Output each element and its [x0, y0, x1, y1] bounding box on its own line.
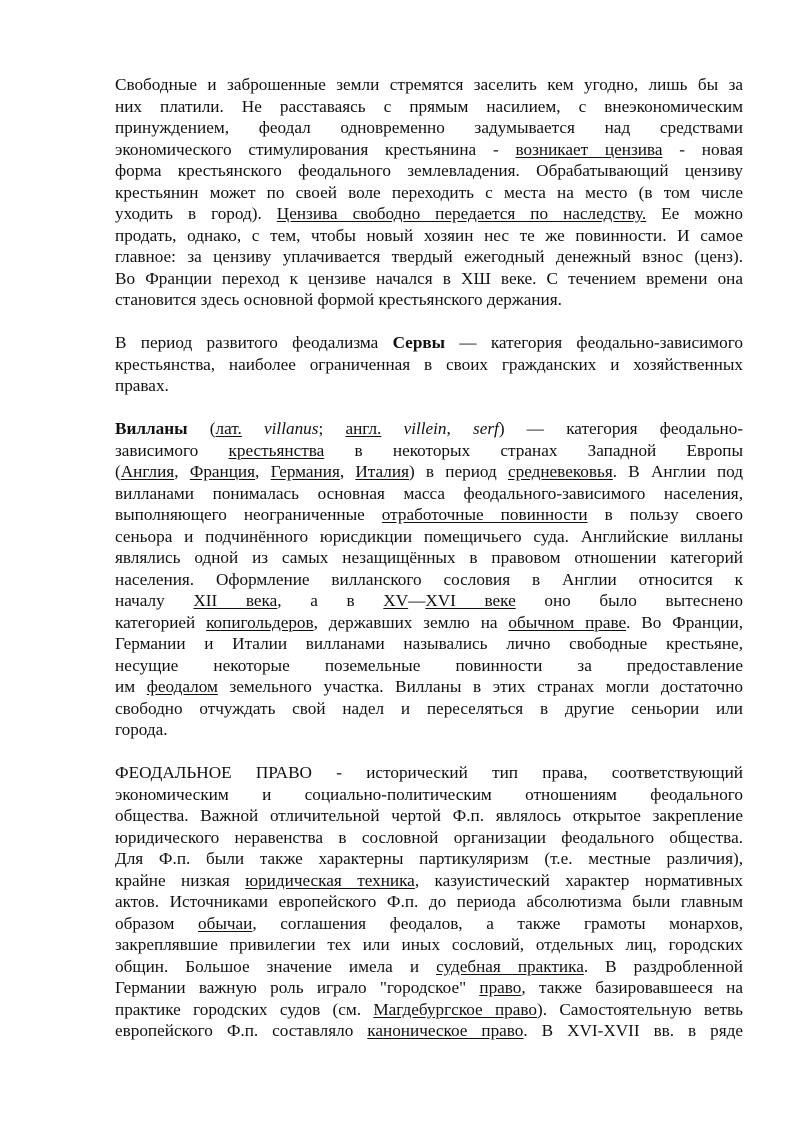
text-line [115, 203, 743, 225]
text-segment: образом [115, 913, 175, 933]
text-segment: . В XVI-XVII вв. в ряде [523, 1021, 743, 1040]
text-line: актов. Источниками европейского Ф.п. до периода абсолютизма были главным [115, 892, 743, 911]
text-line [115, 1020, 743, 1042]
link-copyholders[interactable]: копигольдеров [206, 612, 314, 632]
text-segment: . Во Франции, [626, 612, 743, 632]
text-line [115, 999, 743, 1021]
text-segment: категория [566, 419, 638, 438]
paren: ) [498, 419, 505, 438]
comma: , [174, 462, 179, 481]
text-line [115, 590, 743, 612]
text-segment: ). Самостоятельную ветвь [537, 999, 743, 1019]
text-line: правах. [115, 376, 169, 395]
latin-word: villanus [264, 419, 319, 438]
text-line: Для Ф.п. были также характерны партикуляризм (т.е. местные различия), [115, 849, 743, 868]
text-segment: ) в период [408, 462, 497, 481]
text-segment: оно было вытеснено [544, 591, 743, 610]
text-segment: выполняющего неограниченные [115, 505, 365, 524]
link-common-law[interactable]: обычном праве [508, 612, 627, 632]
link-peasantry[interactable]: крестьянства [228, 440, 325, 460]
text-line: Во Франции переход к цензиве начался в ХШ веке. С течением времени она [115, 268, 743, 288]
dash: — [408, 591, 426, 610]
link-xii-century[interactable]: XII века [193, 591, 278, 610]
text-line: сеньора и подчинённого юрисдикции помещичьего суда. Английские вилланы [115, 526, 743, 546]
paren: ( [115, 462, 121, 481]
link-judicial-practice[interactable]: судебная практика [436, 956, 584, 976]
link-canon-law[interactable]: каноническое право [367, 1021, 524, 1040]
text-line [115, 612, 743, 634]
text-segment: зависимого [115, 440, 199, 460]
comma: , [339, 462, 345, 481]
text-segment: уходить в город). [115, 204, 262, 223]
text-segment: им [115, 677, 136, 696]
text-segment: Европы [686, 440, 743, 460]
text-segment: началу [115, 591, 165, 610]
text-line: экономическим и социально-политическим отношениям феодального [115, 784, 743, 804]
text-line: главное: за цензиву уплачивается твердый ежегодный денежный взнос (ценз). [115, 247, 743, 266]
term-serfs: Сервы [392, 333, 446, 352]
paren: ( [209, 419, 216, 438]
text-line: форма крестьянского феодального землевладения. Обрабатывающий цензиву [115, 161, 743, 180]
text-segment: , также базировавшееся на [521, 978, 743, 997]
text-line: несущие некоторые поземельные повинности за предоставление [115, 655, 743, 675]
underlined-phrase: Цензива свободно передается по наследству. [276, 204, 647, 223]
text-segment: , казуистический характер нормативных [414, 870, 743, 890]
text-line: крестьянин может по своей воле переходить с места на место (в том числе [115, 182, 743, 202]
text-segment: . В Англии под [612, 462, 743, 481]
text-line: Свободные и заброшенные земли стремятся заселить кем угодно, лишь бы за [115, 75, 743, 94]
text-line [115, 676, 743, 698]
text-line: Германии и Италии вилланами назывались лично свободные крестьяне, [115, 634, 743, 653]
link-feudal-lord[interactable]: феодалом [146, 677, 218, 696]
paragraph-villeins [115, 418, 743, 741]
link-xvi-century[interactable]: XVI веке [425, 591, 516, 610]
text-line: закреплявшие привилегии тех или иных сословий, отдельных лиц, городских [115, 935, 743, 954]
text-segment: в [354, 440, 363, 460]
text-line [115, 139, 743, 161]
comma: , [446, 419, 451, 438]
text-segment: земельного участка. Вилланы в этих странах могли достаточно [229, 677, 743, 696]
text-segment: , соглашения феодалов, а также грамоты монархов, [252, 913, 743, 933]
text-segment: практике городских судов (см. [115, 999, 362, 1019]
text-segment: В период развитого феодализма [115, 333, 379, 352]
text-line: них платили. Не расставаясь с прямым насилием, с внеэкономическим [115, 96, 743, 116]
underlined-phrase: возникает цензива [515, 139, 663, 159]
text-segment: категорией [115, 612, 196, 632]
comma: , [255, 462, 260, 481]
text-line: вилланами понималась основная масса феодального-зависимого населения, [115, 483, 743, 503]
dash: — [526, 419, 544, 438]
link-xv[interactable]: XV [383, 591, 409, 610]
text-segment: , державших землю на [313, 612, 498, 632]
text-line [115, 977, 743, 999]
link-france[interactable]: Франция [189, 462, 256, 481]
text-segment: — категория феодально-зависимого [459, 333, 743, 352]
text-segment: Западной [587, 440, 657, 460]
text-segment: Германии важную роль играло "городское" [115, 978, 467, 997]
term-villeins: Вилланы [115, 419, 188, 438]
text-line: юридического неравенства в сословной организации феодального общества. [115, 827, 743, 847]
link-england[interactable]: Англия [120, 462, 175, 481]
text-line [115, 332, 743, 354]
text-segment: . В раздробленной [583, 956, 743, 976]
text-line [115, 461, 743, 483]
paragraph-feudal-law [115, 762, 743, 1042]
text-line: крестьянства, наиболее ограниченная в своих гражданских и хозяйственных [115, 354, 743, 374]
text-segment: , а в [277, 591, 355, 610]
link-labor-duties[interactable]: отработочные повинности [381, 505, 588, 524]
english-word: villein [403, 419, 447, 438]
text-line: являлись одной из самых незащищённых в правовом отношении категорий [115, 548, 743, 567]
text-line [115, 913, 743, 935]
semicolon: ; [318, 419, 324, 438]
link-customs[interactable]: обычаи [198, 913, 253, 933]
text-segment: - новая [679, 139, 743, 159]
text-line [115, 504, 743, 526]
text-line: принуждением, феодал одновременно задумывается над средствами [115, 118, 743, 137]
text-line: города. [115, 720, 168, 739]
text-line [115, 870, 743, 892]
text-segment: общин. Большое значение имела и [115, 956, 420, 976]
text-line: общества. Важной отличительной чертой Ф.п. являлось открытое закрепление [115, 806, 743, 825]
link-magdeburg-law[interactable]: Магдебургское право [373, 999, 537, 1019]
text-line [115, 418, 743, 440]
link-lat[interactable]: лат. [215, 419, 242, 438]
text-line [115, 956, 743, 978]
link-middle-ages[interactable]: средневековья [507, 462, 613, 481]
english-word: serf [473, 419, 499, 438]
text-line: ФЕОДАЛЬНОЕ ПРАВО - исторический тип права, соответствующий [115, 763, 743, 782]
text-segment: европейского Ф.п. составляло [115, 1021, 354, 1040]
text-segment: крайне низкая [115, 870, 230, 890]
text-line: свободно отчуждать свой надел и переселяться в другие сеньории или [115, 698, 743, 718]
text-segment: феодально- [659, 419, 743, 438]
text-line: населения. Оформление вилланского сословия в Англии относится к [115, 569, 743, 589]
text-line: продать, однако, с тем, чтобы новый хозяин нес те же повинности. И самое [115, 225, 743, 245]
paragraph-censiva [115, 74, 743, 311]
text-segment: в пользу своего [604, 505, 743, 524]
text-segment: странах [500, 440, 558, 460]
link-germany[interactable]: Германия [270, 462, 340, 481]
link-law[interactable]: право [479, 978, 522, 997]
text-line [115, 440, 743, 462]
text-line: становится здесь основной формой крестьянского держания. [115, 290, 562, 309]
link-italy[interactable]: Италия [355, 462, 409, 481]
text-segment: Ее можно [661, 204, 743, 223]
text-segment: экономического стимулирования крестьянина - [115, 139, 499, 159]
paragraph-serfs [115, 332, 743, 397]
link-legal-technique[interactable]: юридическая техника [245, 870, 415, 890]
text-segment: некоторых [392, 440, 471, 460]
link-angl[interactable]: англ. [345, 419, 382, 438]
